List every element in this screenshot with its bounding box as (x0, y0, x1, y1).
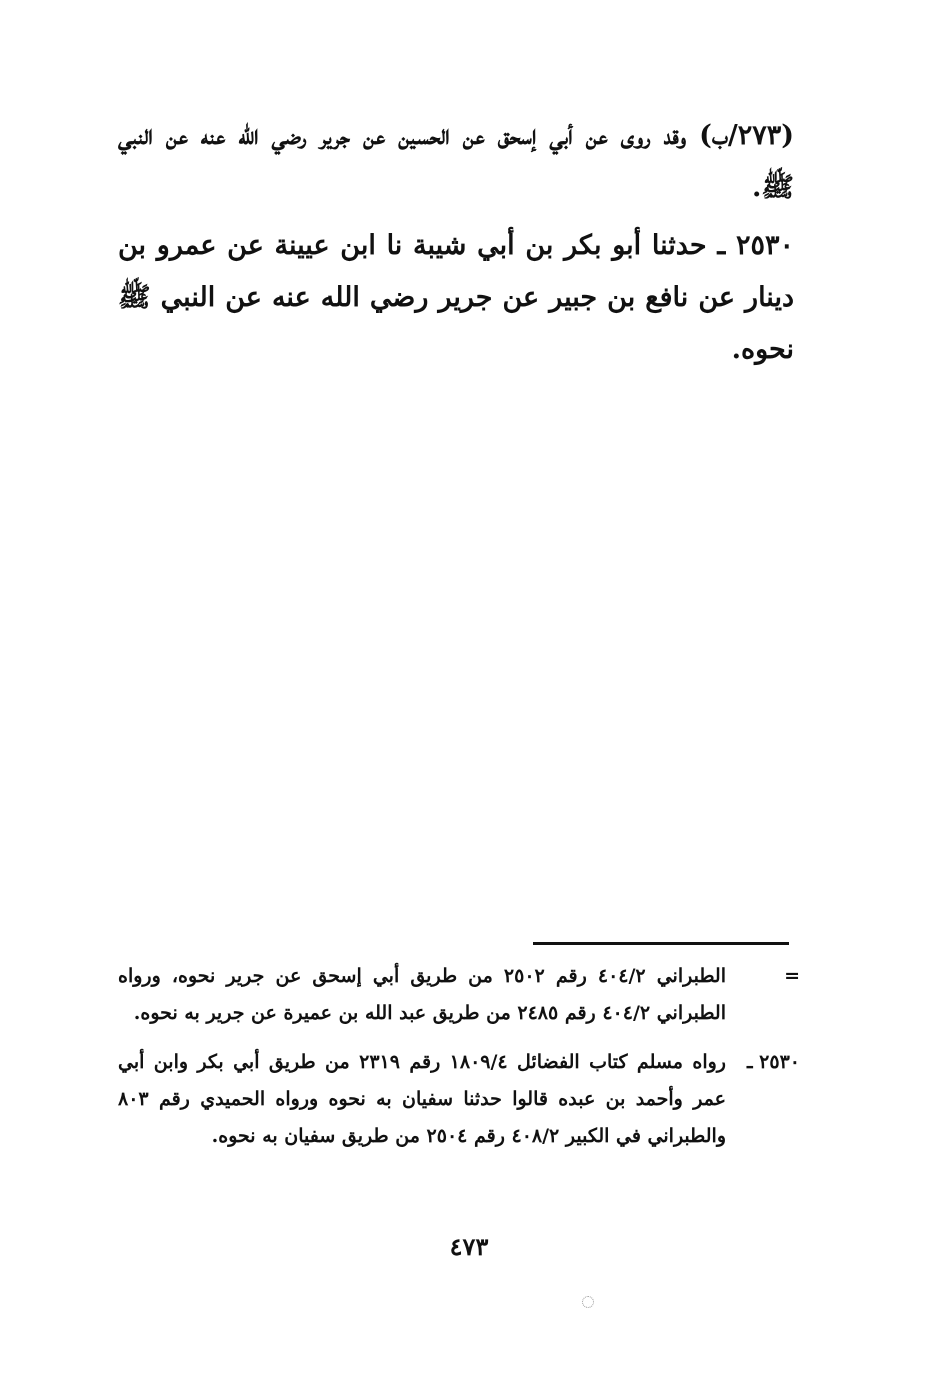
footnote-continuation (118, 958, 800, 1032)
footnote-separator (533, 942, 789, 945)
footnote-marker: ٢٥٣٠ ـ (746, 1051, 800, 1073)
footnotes (118, 958, 800, 1167)
paragraph-hadith-2530 (118, 220, 794, 376)
main-text (118, 110, 794, 382)
footnote-2530 (118, 1044, 800, 1155)
scan-speck (582, 1296, 594, 1308)
paragraph-text: أبو بكر بن أبي شيبة نا ابن عيينة عن عمرو بن دينار عن نافع بن جبير عن جرير رضي الله عنه عن النبي ﷺ نحوه. (118, 230, 794, 365)
page-number: ٤٧٣ (449, 1232, 489, 1261)
footnote-marker: = (784, 965, 800, 987)
paragraph-number: ٢٥٣٠ ـ حدثنا (651, 230, 794, 261)
paragraph-text: (٢٧٣/ب) وقد روى عن أبي إسحق عن الحسين عن جرير رضي الله عنه عن النبي ﷺ. (118, 120, 794, 203)
footnote-text: رواه مسلم كتاب الفضائل ١٨٠٩/٤ رقم ٢٣١٩ من طريق أبي بكر وابن أبي عمر وأحمد بن عبده قالوا حدثنا سفيان به نحوه ورواه الحميدي رقم ٨٠٣ والطبراني في الكبير ٤٠٨/٢ رقم ٢٥٠٤ من طريق سفيان به نحوه. (118, 1051, 726, 1147)
footnote-text: الطبراني ٤٠٤/٢ رقم ٢٥٠٢ من طريق أبي إسحق عن جرير نحوه، ورواه الطبراني ٤٠٤/٢ رقم ٢٤٨٥ من طريق عبد الله بن عميرة عن جرير به نحوه. (118, 965, 726, 1024)
paragraph-narration (118, 110, 794, 214)
